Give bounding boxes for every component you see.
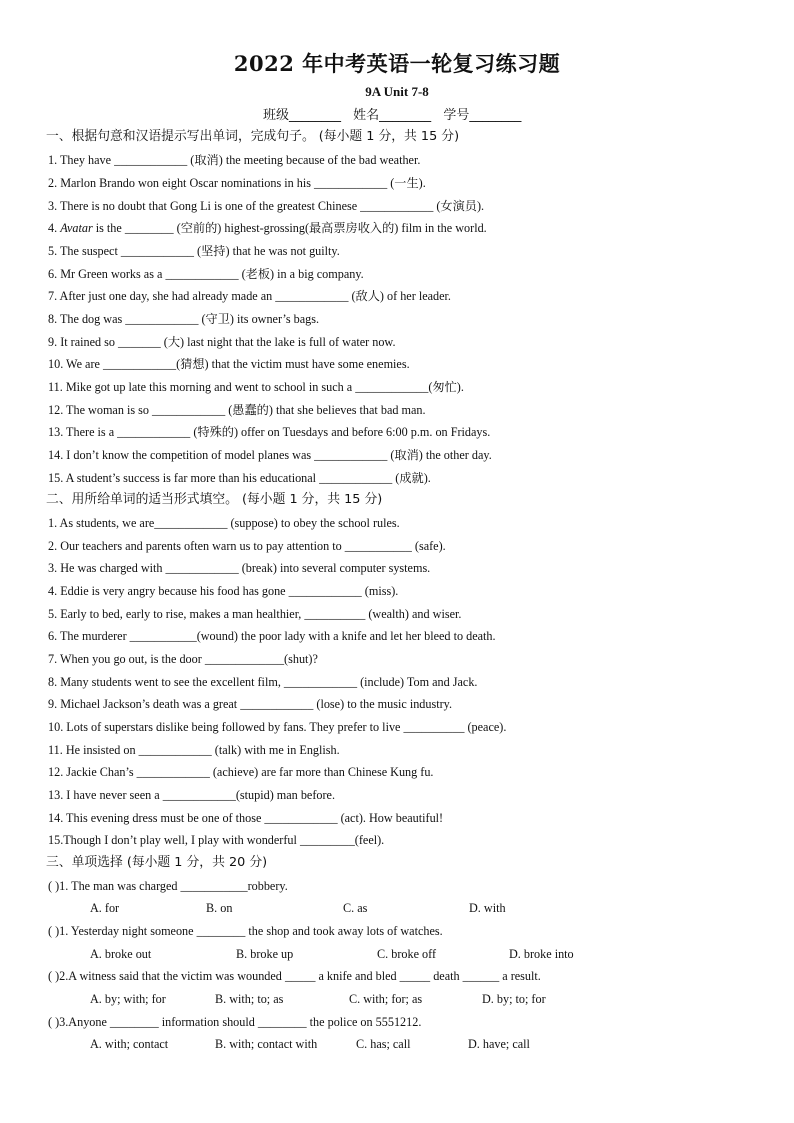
s1-item4-number: 4. [48,221,61,235]
s2-item: 11. He insisted on ____________ (talk) with me in English. [48,743,340,757]
mcq-stem: ( )3.Anyone ________ information should ________ the police on 5551212. [48,1015,422,1029]
mcq-option[interactable]: B. on [206,901,233,915]
mcq-option[interactable]: D. broke into [509,947,574,961]
s1-item: 3. There is no doubt that Gong Li is one of the greatest Chinese ____________ (女演员). [48,199,485,213]
mcq-option[interactable]: D. with [469,901,506,915]
mcq-option[interactable]: C. broke off [377,947,437,961]
s2-item: 5. Early to bed, early to rise, makes a man healthier, __________ (wealth) and wiser. [48,607,462,621]
mcq-option[interactable]: C. with; for; as [349,992,423,1006]
s1-item: 8. The dog was ____________ (守卫) its owner’s bags. [48,312,320,326]
mcq-option[interactable]: B. with; contact with [215,1037,318,1051]
s2-item: 15.Though I don’t play well, I play with wonderful _________(feel). [48,833,385,847]
s1-item: 12. The woman is so ____________ (愚蠢的) that she believes that bad man. [48,403,426,417]
mcq-stem: ( )1. The man was charged ___________robbery. [48,879,288,893]
mcq-option[interactable]: A. for [90,901,120,915]
mcq-option[interactable]: A. with; contact [90,1037,169,1051]
s2-item: 12. Jackie Chan’s ____________ (achieve) are far more than Chinese Kung fu. [48,765,434,779]
student-info-line [263,104,521,123]
s2-item: 13. I have never seen a ____________(stupid) man before. [48,788,335,802]
mcq-option[interactable]: A. by; with; for [90,992,166,1006]
s2-item: 4. Eddie is very angry because his food has gone ____________ (miss). [48,584,399,598]
s2-item: 9. Michael Jackson’s death was a great ____________ (lose) to the music industry. [48,697,453,711]
section3-heading: 三、单项选择 (每小题 1 分，共 20 分) [46,855,268,870]
s1-item: 1. They have ____________ (取消) the meeting because of the bad weather. [48,153,421,167]
mcq-option[interactable]: B. broke up [236,947,294,961]
s1-item [48,219,487,237]
name-field[interactable]: 姓名________ [353,108,432,123]
s1-item: 9. It rained so _______ (大) last night that the lake is full of water now. [48,335,396,349]
mcq-option[interactable]: D. by; to; for [482,992,546,1006]
mcq-stem: ( )1. Yesterday night someone ________ the shop and took away lots of watches. [48,924,443,938]
mcq-option[interactable]: B. with; to; as [215,992,284,1006]
number-field[interactable]: 学号________ [443,108,522,123]
mcq-option[interactable]: C. as [343,901,368,915]
mcq-option[interactable]: D. have; call [468,1037,530,1051]
s1-item: 14. I don’t know the competition of model planes was ____________ (取消) the other day. [48,448,492,462]
s1-item: 10. We are ____________(猜想) that the victim must have some enemies. [48,357,410,371]
s2-item: 6. The murderer ___________(wound) the poor lady with a knife and let her bleed to death. [48,629,496,643]
s1-item: 15. A student’s success is far more than his educational ____________ (成就). [48,471,431,485]
s1-item: 5. The suspect ____________ (坚持) that he was not guilty. [48,244,340,258]
section1-heading: 一、根据句意和汉语提示写出单词，完成句子。 (每小题 1 分，共 15 分) [46,129,460,144]
s1-item: 2. Marlon Brando won eight Oscar nominations in his ____________ (一生). [48,176,426,190]
mcq-option[interactable]: A. broke out [90,947,152,961]
s2-item: 1. As students, we are____________ (suppose) to obey the school rules. [48,516,400,530]
mcq-stem: ( )2.A witness said that the victim was wounded _____ a knife and bled _____ death ______ a result. [48,969,541,983]
page-title: 2022 年中考英语一轮复习练习题 [233,51,561,76]
s1-item: 11. Mike got up late this morning and went to school in such a ____________(匆忙). [48,380,464,394]
class-field[interactable]: 班级________ [263,108,342,123]
s2-item: 3. He was charged with ____________ (break) into several computer systems. [48,561,431,575]
mcq-option[interactable]: C. has; call [356,1037,411,1051]
s2-item: 14. This evening dress must be one of those ____________ (act). How beautiful! [48,811,444,825]
page-subtitle: 9A Unit 7-8 [365,84,429,99]
s1-item4-text: is the ________ (空前的) highest-grossing(最高票房收入的) film in the world. [95,221,487,235]
s1-item: 13. There is a ____________ (特殊的) offer on Tuesdays and before 6:00 p.m. on Fridays. [48,425,491,439]
s2-item: 8. Many students went to see the excellent film, ____________ (include) Tom and Jack. [48,675,478,689]
film-title: Avatar [60,221,93,235]
s1-item: 6. Mr Green works as a ____________ (老板) in a big company. [48,267,364,281]
s1-item: 7. After just one day, she had already made an ____________ (敌人) of her leader. [48,289,451,303]
section2-heading: 二、用所给单词的适当形式填空。 (每小题 1 分，共 15 分) [46,492,383,507]
s2-item: 10. Lots of superstars dislike being followed by fans. They prefer to live __________ (peace). [48,720,507,734]
s2-item: 2. Our teachers and parents often warn us to pay attention to ___________ (safe). [48,539,446,553]
s2-item: 7. When you go out, is the door _____________(shut)? [48,652,318,666]
